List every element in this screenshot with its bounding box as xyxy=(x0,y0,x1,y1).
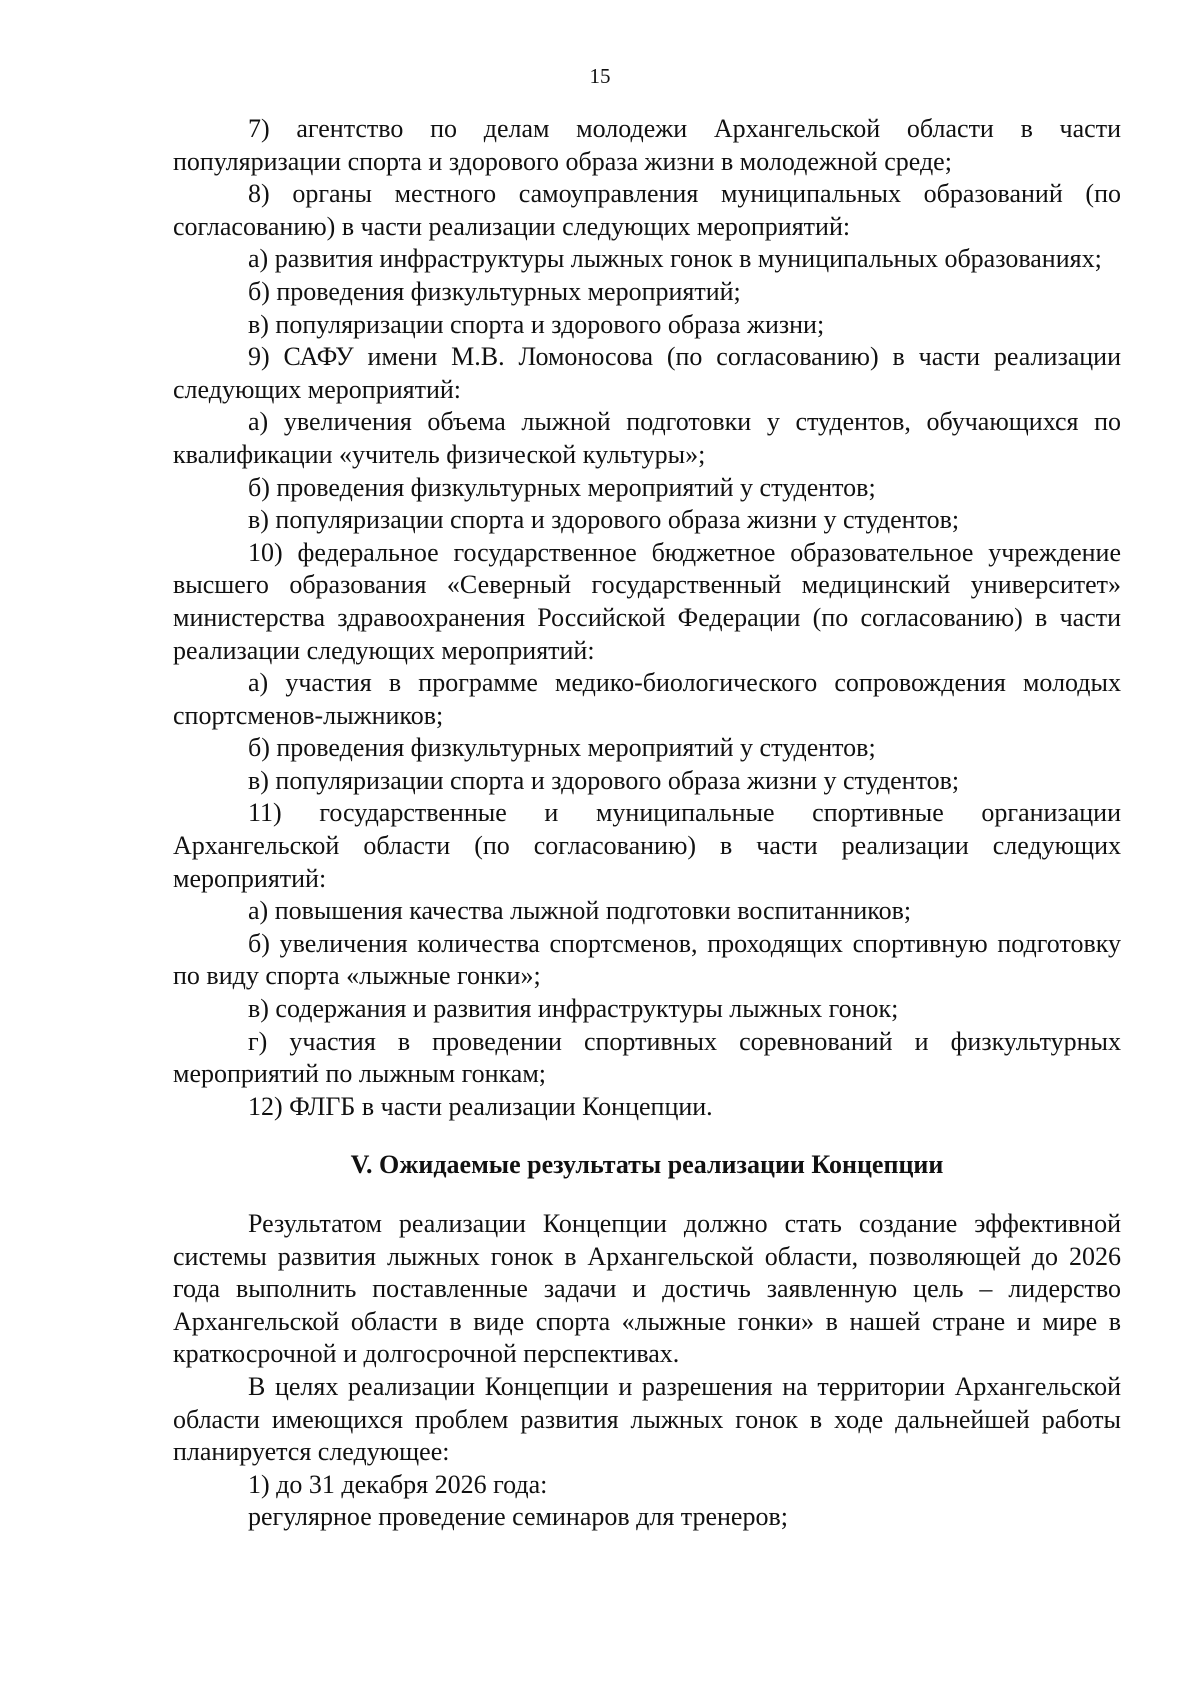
page-number: 15 xyxy=(589,64,611,88)
list-item: 10) федеральное государственное бюджетное образовательное учреждение высшего образования «Северный государственный медицинский университет» министерства здравоохранения Российской Федерации (по согласованию) в части реализации следующих мероприятий: xyxy=(173,537,1121,665)
list-item: 8) органы местного самоуправления муниципальных образований (по согласованию) в части реализации следующих мероприятий: xyxy=(173,179,1121,241)
list-item: 9) САФУ имени М.В. Ломоносова (по согласованию) в части реализации следующих мероприятий: xyxy=(173,342,1121,404)
list-item: в) популяризации спорта и здорового образа жизни; xyxy=(248,309,825,339)
list-item: б) проведения физкультурных мероприятий; xyxy=(248,276,741,306)
list-item: б) проведения физкультурных мероприятий у студентов; xyxy=(248,472,876,502)
list-item: в) популяризации спорта и здорового образа жизни у студентов; xyxy=(248,505,960,535)
list-item: г) участия в проведении спортивных соревнований и физкультурных мероприятий по лыжным гонкам; xyxy=(173,1026,1121,1089)
section-paragraph: 1) до 31 декабря 2026 года: xyxy=(248,1469,548,1499)
document-body xyxy=(173,113,1121,1534)
list-item: а) участия в программе медико-биологического сопровождения молодых спортсменов-лыжников; xyxy=(173,668,1121,730)
list-item: б) проведения физкультурных мероприятий у студентов; xyxy=(248,733,876,763)
list-item: в) содержания и развития инфраструктуры лыжных гонок; xyxy=(248,994,899,1024)
list-item: а) повышения качества лыжной подготовки воспитанников; xyxy=(248,896,912,926)
list-item: 7) агентство по делам молодежи Архангельской области в части популяризации спорта и здорового образа жизни в молодежной среде; xyxy=(173,114,1121,176)
list-item: а) увеличения объема лыжной подготовки у студентов, обучающихся по квалификации «учитель физической культуры»; xyxy=(173,407,1121,469)
section-paragraph: Результатом реализации Концепции должно стать создание эффективной системы развития лыжных гонок в Архангельской области, позволяющей до 2026 года выполнить поставленные задачи и достичь заявленную цель – лидерство Архангельской области в виде спорта «лыжные гонки» в нашей стране и мире в краткосрочной и долгосрочной перспективах. xyxy=(173,1209,1121,1369)
section-paragraph: В целях реализации Концепции и разрешения на территории Архангельской области имеющихся проблем развития лыжных гонок в ходе дальнейшей работы планируется следующее: xyxy=(173,1371,1121,1467)
list-item: 11) государственные и муниципальные спортивные организации Архангельской области (по согласованию) в части реализации следующих мероприятий: xyxy=(173,798,1121,893)
list-item: в) популяризации спорта и здорового образа жизни у студентов; xyxy=(248,765,960,795)
section-paragraph: регулярное проведение семинаров для тренеров; xyxy=(248,1502,788,1532)
list-item: а) развития инфраструктуры лыжных гонок в муниципальных образованиях; xyxy=(248,244,1102,274)
section-heading: V. Ожидаемые результаты реализации Концепции xyxy=(350,1150,944,1180)
list-item: б) увеличения количества спортсменов, проходящих спортивную подготовку по виду спорта «лыжные гонки»; xyxy=(173,928,1121,991)
list-item: 12) ФЛГБ в части реализации Концепции. xyxy=(248,1091,713,1121)
